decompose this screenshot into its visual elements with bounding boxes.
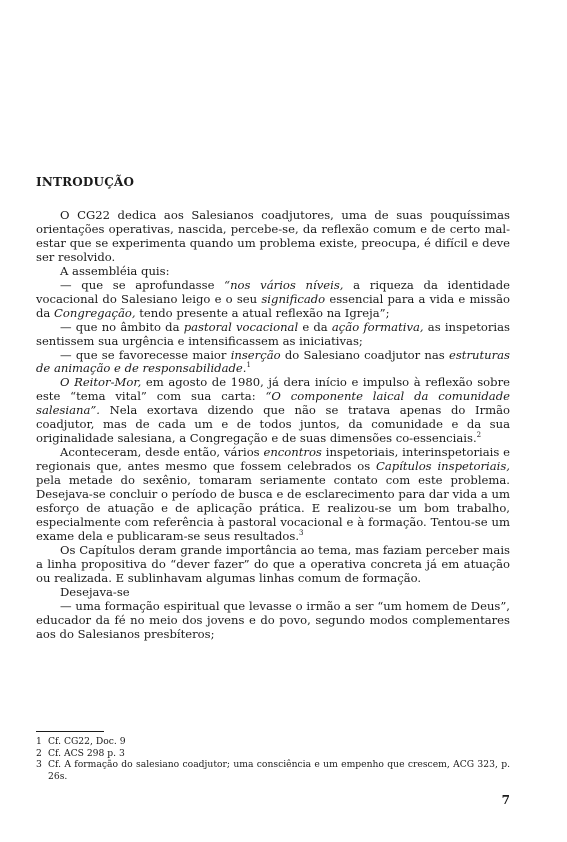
- paragraph-10: — uma formação espiritual que levasse o irmão a ser “um homem de Deus”, educador da fé no meio dos jovens e do povo, segundo modos complementares aos do Salesianos presbíteros;: [36, 598, 510, 641]
- footnote: [36, 748, 510, 760]
- footnote-number: 1: [36, 736, 42, 747]
- footnote-text: Cf. CG22, Doc. 9: [48, 736, 126, 747]
- paragraph-5: — que se favorecesse maior inserção do Salesiano coadjutor nas estruturas de animação e de responsabilidade.$^1$: [36, 347, 510, 376]
- paragraph-3: — que se aprofundasse “nos vários níveis, a riqueza da identidade vocacional do Salesiano leigo e o seu significado essencial para a vida e missão da Congregação, tendo presente a atual reflexão na Igreja”;: [36, 277, 511, 320]
- page-number: 7: [501, 793, 510, 807]
- document-page: [36, 0, 510, 842]
- paragraph-2: A assembléia quis:: [60, 263, 170, 278]
- footnote-number: 2: [36, 747, 42, 759]
- footnote-ref-2: 2: [476, 431, 482, 440]
- footnote-number: 3: [36, 759, 42, 771]
- paragraph-4: — que no âmbito da pastoral vocacional e da ação formativa, as inspetorias sentissem sua urgência e intensificassem as iniciativas;: [36, 319, 510, 348]
- body-text: [36, 209, 510, 642]
- footnote-ref-3: 3: [299, 529, 304, 538]
- paragraph-6: O Reitor-Mor, em agosto de 1980, já dera início e impulso à reflexão sobre este “tema vital” com sua carta: “O componente laical da comunidade salesiana”. Nela exortava dizendo que não se tratava apenas do Irmão coadjutor, mas de cada um e de todos juntos, da comunidade e da sua originalidade salesiana, a Congregação e de suas dimensões co-essenciais.$^2$: [36, 375, 511, 446]
- footnote-divider: [36, 731, 104, 732]
- footnote-ref-1: 1: [246, 361, 251, 370]
- footnote: [36, 759, 510, 782]
- footnote-text: Cf. ACS 298 p. 3: [48, 747, 125, 759]
- paragraph-9: Desejava-se: [60, 584, 130, 599]
- paragraph-7: Aconteceram, desde então, vários encontros inspetoriais, interinspetoriais e regionais que, antes mesmo que fossem celebrados os Capítulos inspetoriais, pela metade do sexênio, tomaram seriamente contato com este problema. Desejava-se concluir o período de busca e de esclarecimento para dar vida a um esforço de atuação e de aplicação prática. E realizou-se um bom trabalho, especialmente com referência à pastoral vocacional e à formação. Tentou-se um exame dela e publicaram-se seus resultados.$^3$: [36, 445, 510, 543]
- footnote-text: Cf. A formação do salesiano coadjutor; uma consciência e um empenho que crescem, ACG 323, p. 26s.: [48, 759, 510, 782]
- footnote: [36, 736, 510, 748]
- paragraph-8: Os Capítulos deram grande importância ao tema, mas faziam perceber mais a linha propositiva do “dever fazer” do que a operativa concreta já em atuação ou realizada. E sublinhavam algumas linhas comum de formação.: [36, 542, 510, 585]
- footnotes: [36, 736, 510, 782]
- section-heading: INTRODUÇÃO: [36, 175, 135, 189]
- paragraph-1: O CG22 dedica aos Salesianos coadjutores, uma de suas pouquíssimas orientações operativas, nascida, percebe-se, da reflexão comum e de certo mal-estar que se experimenta quando um problema existe, preocupa, é difícil e deve ser resolvido.: [36, 208, 510, 264]
